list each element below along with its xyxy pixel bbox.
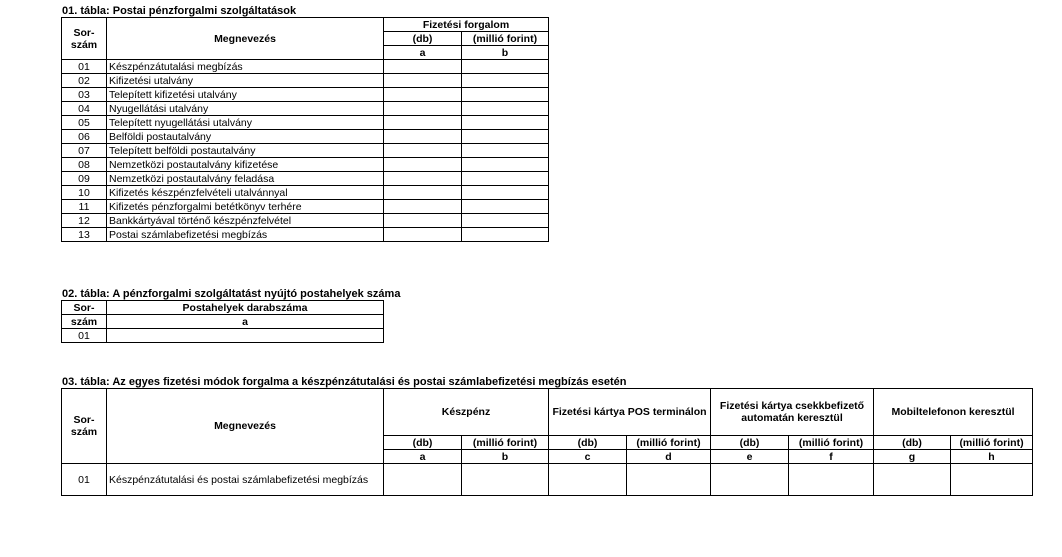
csekkbefizeto-automata-header: Fizetési kártya csekkbefizető automatán keresztül [711, 389, 874, 436]
col-f-header: f [789, 450, 874, 464]
data-cell-db[interactable] [384, 144, 462, 158]
row-number: 03 [62, 88, 107, 102]
data-cell-millio-forint[interactable] [462, 60, 549, 74]
data-cell-db[interactable] [384, 74, 462, 88]
col-a-header: a [384, 46, 462, 60]
db-header: (db) [874, 436, 951, 450]
table-row [62, 116, 549, 130]
data-cell-d[interactable] [627, 464, 711, 496]
pos-terminal-header: Fizetési kártya POS terminálon [549, 389, 711, 436]
col-b-header: b [462, 450, 549, 464]
millio-forint-header: (millió forint) [462, 436, 549, 450]
data-cell-db[interactable] [384, 102, 462, 116]
data-cell[interactable] [107, 329, 384, 343]
data-cell-db[interactable] [384, 130, 462, 144]
data-cell-millio-forint[interactable] [462, 172, 549, 186]
data-cell-millio-forint[interactable] [462, 116, 549, 130]
table-01 [61, 17, 549, 242]
data-cell-db[interactable] [384, 200, 462, 214]
col-h-header: h [951, 450, 1033, 464]
row-number: 01 [62, 464, 107, 496]
row-label: Kifizetés pénzforgalmi betétkönyv terhére [107, 200, 384, 214]
data-cell-millio-forint[interactable] [462, 214, 549, 228]
table-03-title: 03. tábla: Az egyes fizetési módok forgalma a készpénzátutalási és postai számlabefizetési megbízás esetén [62, 376, 627, 388]
row-number: 08 [62, 158, 107, 172]
row-number: 11 [62, 200, 107, 214]
data-cell-millio-forint[interactable] [462, 130, 549, 144]
postahelyek-header: Postahelyek darabszáma [107, 301, 384, 315]
data-cell-millio-forint[interactable] [462, 186, 549, 200]
data-cell-millio-forint[interactable] [462, 200, 549, 214]
table-row [62, 74, 549, 88]
db-header: (db) [384, 32, 462, 46]
table-03 [61, 388, 1033, 496]
col-a-header: a [384, 450, 462, 464]
row-label: Kifizetés készpénzfelvételi utalvánnyal [107, 186, 384, 200]
row-number: 04 [62, 102, 107, 116]
row-label: Nemzetközi postautalvány feladása [107, 172, 384, 186]
table-row [62, 144, 549, 158]
table-row [62, 88, 549, 102]
row-label: Készpénzátutalási és postai számlabefizetési megbízás [107, 464, 384, 496]
szam-header: szám [62, 315, 107, 329]
col-g-header: g [874, 450, 951, 464]
data-cell-db[interactable] [384, 214, 462, 228]
data-cell-db[interactable] [384, 186, 462, 200]
row-number: 01 [62, 329, 107, 343]
row-number: 07 [62, 144, 107, 158]
megnevezes-header: Megnevezés [107, 389, 384, 464]
data-cell-db[interactable] [384, 88, 462, 102]
millio-forint-header: (millió forint) [462, 32, 549, 46]
table-row [62, 102, 549, 116]
row-number: 10 [62, 186, 107, 200]
table-row [62, 60, 549, 74]
keszpenz-header: Készpénz [384, 389, 549, 436]
data-cell-millio-forint[interactable] [462, 88, 549, 102]
table-row [62, 158, 549, 172]
table-row [62, 130, 549, 144]
row-label: Kifizetési utalvány [107, 74, 384, 88]
row-number: 05 [62, 116, 107, 130]
data-cell-millio-forint[interactable] [462, 158, 549, 172]
table-row [62, 200, 549, 214]
data-cell-millio-forint[interactable] [462, 228, 549, 242]
data-cell-c[interactable] [549, 464, 627, 496]
data-cell-f[interactable] [789, 464, 874, 496]
millio-forint-header: (millió forint) [789, 436, 874, 450]
data-cell-db[interactable] [384, 60, 462, 74]
row-label: Telepített belföldi postautalvány [107, 144, 384, 158]
millio-forint-header: (millió forint) [951, 436, 1033, 450]
db-header: (db) [711, 436, 789, 450]
row-number: 13 [62, 228, 107, 242]
row-label: Belföldi postautalvány [107, 130, 384, 144]
table-row [62, 214, 549, 228]
millio-forint-header: (millió forint) [627, 436, 711, 450]
db-header: (db) [549, 436, 627, 450]
data-cell-millio-forint[interactable] [462, 144, 549, 158]
sorszam-header: Sor- szám [62, 389, 107, 464]
row-number: 12 [62, 214, 107, 228]
data-cell-millio-forint[interactable] [462, 74, 549, 88]
table-row [62, 172, 549, 186]
row-label: Postai számlabefizetési megbízás [107, 228, 384, 242]
row-label: Bankkártyával történő készpénzfelvétel [107, 214, 384, 228]
row-number: 09 [62, 172, 107, 186]
data-cell-e[interactable] [711, 464, 789, 496]
table-02 [61, 300, 384, 343]
row-label: Nemzetközi postautalvány kifizetése [107, 158, 384, 172]
data-cell-db[interactable] [384, 228, 462, 242]
sor-header: Sor- [62, 301, 107, 315]
megnevezes-header: Megnevezés [107, 18, 384, 60]
row-label: Telepített nyugellátási utalvány [107, 116, 384, 130]
data-cell-h[interactable] [951, 464, 1033, 496]
row-label: Telepített kifizetési utalvány [107, 88, 384, 102]
table-02-title: 02. tábla: A pénzforgalmi szolgáltatást nyújtó postahelyek száma [62, 288, 401, 300]
db-header: (db) [384, 436, 462, 450]
mobiltelefon-header: Mobiltelefonon keresztül [874, 389, 1033, 436]
data-cell-g[interactable] [874, 464, 951, 496]
row-label: Készpénzátutalási megbízás [107, 60, 384, 74]
fizetesi-forgalom-header: Fizetési forgalom [384, 18, 549, 32]
sorszam-header: Sor- szám [62, 18, 107, 60]
row-number: 01 [62, 60, 107, 74]
data-cell-millio-forint[interactable] [462, 102, 549, 116]
data-cell-db[interactable] [384, 116, 462, 130]
col-a-header: a [107, 315, 384, 329]
col-c-header: c [549, 450, 627, 464]
table-row [62, 228, 549, 242]
col-e-header: e [711, 450, 789, 464]
data-cell-db[interactable] [384, 172, 462, 186]
col-d-header: d [627, 450, 711, 464]
row-number: 02 [62, 74, 107, 88]
table-01-title: 01. tábla: Postai pénzforgalmi szolgáltatások [62, 5, 297, 17]
data-cell-a[interactable] [384, 464, 462, 496]
col-b-header: b [462, 46, 549, 60]
row-label: Nyugellátási utalvány [107, 102, 384, 116]
data-cell-b[interactable] [462, 464, 549, 496]
table-row [62, 186, 549, 200]
data-cell-db[interactable] [384, 158, 462, 172]
row-number: 06 [62, 130, 107, 144]
